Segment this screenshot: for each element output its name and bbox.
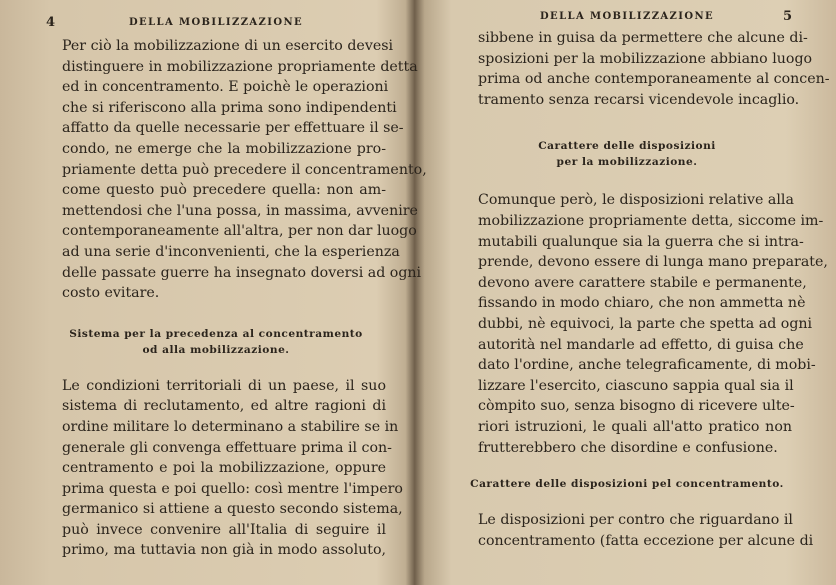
right-page — [418, 0, 836, 585]
text-line: costo evitare. — [62, 285, 160, 302]
text-line: prima od anche contemporaneamente al concen- — [478, 71, 830, 88]
heading-line: Carattere delle disposizioni — [538, 140, 716, 153]
text-line: priamente detta può precedere il concentramento, — [62, 161, 427, 178]
text-line: prende, devono essere di lunga mano preparate, — [478, 254, 828, 271]
text-line: lizzare l'esercito, ciascuno sappia qual sia il — [478, 377, 794, 394]
text-line: mutabili qualunque sia la guerra che si intra- — [478, 233, 804, 250]
text-line: dubbi, nè equivoci, la parte che spetta ad ogni — [478, 315, 813, 332]
text-line: mettendosi che l'una possa, in massima, avvenire — [62, 202, 418, 219]
right-paragraph-3 — [462, 510, 814, 551]
text-line: frutterebbero che disordine e confusione. — [478, 439, 778, 456]
left-page-number: 4 — [46, 15, 56, 30]
right-section-heading-2: Carattere delle disposizioni pel concentramento. — [470, 478, 784, 491]
text-line: sibbene in guisa da permettere che alcune di- — [478, 30, 808, 46]
text-line: primo, ma tuttavia non già in modo assoluto, — [62, 542, 386, 559]
text-line: germanico si attiene a questo secondo sistema, — [62, 501, 403, 518]
right-page-number: 5 — [782, 9, 792, 24]
text-line: Le condizioni territoriali di un paese, il suo — [62, 377, 386, 394]
text-line: còmpito suo, senza bisogno di ricevere ulte- — [478, 398, 795, 415]
text-line: generale gli convenga effettuare prima il con- — [62, 439, 392, 456]
text-line: riori istruzioni, le quali all'atto pratico non — [478, 418, 792, 435]
text-line: ad una serie d'inconvenienti, che la esperienza — [62, 243, 400, 260]
text-line: come questo può precedere quella: non am- — [62, 182, 386, 199]
text-line: sistema di reclutamento, ed altre ragioni di — [62, 398, 386, 415]
text-line: condo, ne emerge che la mobilizzazione pro- — [62, 140, 386, 157]
left-running-head — [46, 14, 386, 32]
text-line: contemporaneamente all'altra, per non dar luogo — [62, 223, 417, 240]
text-line: ed in concentramento. E poichè le operazioni — [62, 79, 389, 96]
left-running-head-title: DELLA MOBILIZZAZIONE — [128, 17, 304, 28]
left-paragraph-1 — [46, 36, 427, 304]
text-line: mobilizzazione propriamente detta, siccome im- — [478, 212, 824, 229]
text-line: Le disposizioni per contro che riguardano il — [478, 512, 793, 529]
text-line: prima questa e poi quello: così mentre l'impero — [62, 480, 403, 497]
text-line: che si riferiscono alla prima sono indipendenti — [62, 99, 397, 116]
text-line: devono avere carattere stabile e permanente, — [478, 274, 807, 291]
text-line: fissando in modo chiaro, che non ammetta nè — [478, 295, 806, 312]
left-section-heading — [46, 326, 386, 358]
text-line: sposizioni per la mobilizzazione abbiano luogo — [478, 50, 813, 67]
right-paragraph-1 — [462, 28, 830, 110]
text-line: dato l'ordine, anche telegraficamente, di mobi- — [478, 357, 816, 374]
right-section-heading-1 — [462, 138, 792, 170]
text-line: concentramento (fatta eccezione per alcune di — [478, 532, 814, 549]
heading-line: Sistema per la precedenza al concentramento — [69, 327, 363, 340]
heading-line: per la mobilizzazione. — [556, 156, 698, 169]
text-line: centramento e poi la mobilizzazione, oppure — [62, 460, 386, 477]
text-line: ordine militare lo determinano a stabilire se in — [62, 418, 399, 435]
heading-line: od alla mobilizzazione. — [142, 343, 290, 356]
text-line: Comunque però, le disposizioni relative alla — [478, 192, 794, 209]
right-running-head-title: DELLA MOBILIZZAZIONE — [539, 11, 715, 22]
text-line: può invece convenire all'Italia di seguire il — [62, 521, 386, 538]
text-line: delle passate guerre ha insegnato doversi ad ogni — [62, 264, 422, 281]
text-line: affatto da quelle necessarie per effettuare il se- — [62, 120, 404, 137]
text-line: Per ciò la mobilizzazione di un esercito devesi — [62, 38, 394, 54]
left-paragraph-2 — [46, 376, 403, 561]
right-paragraph-2 — [462, 190, 828, 458]
text-line: autorità nel mandarle ad effetto, di guisa che — [478, 336, 804, 353]
right-running-head — [462, 8, 792, 26]
text-line: tramento senza recarsi vicendevole incaglio. — [478, 91, 800, 108]
text-line: distinguere in mobilizzazione propriamente detta — [62, 58, 418, 75]
